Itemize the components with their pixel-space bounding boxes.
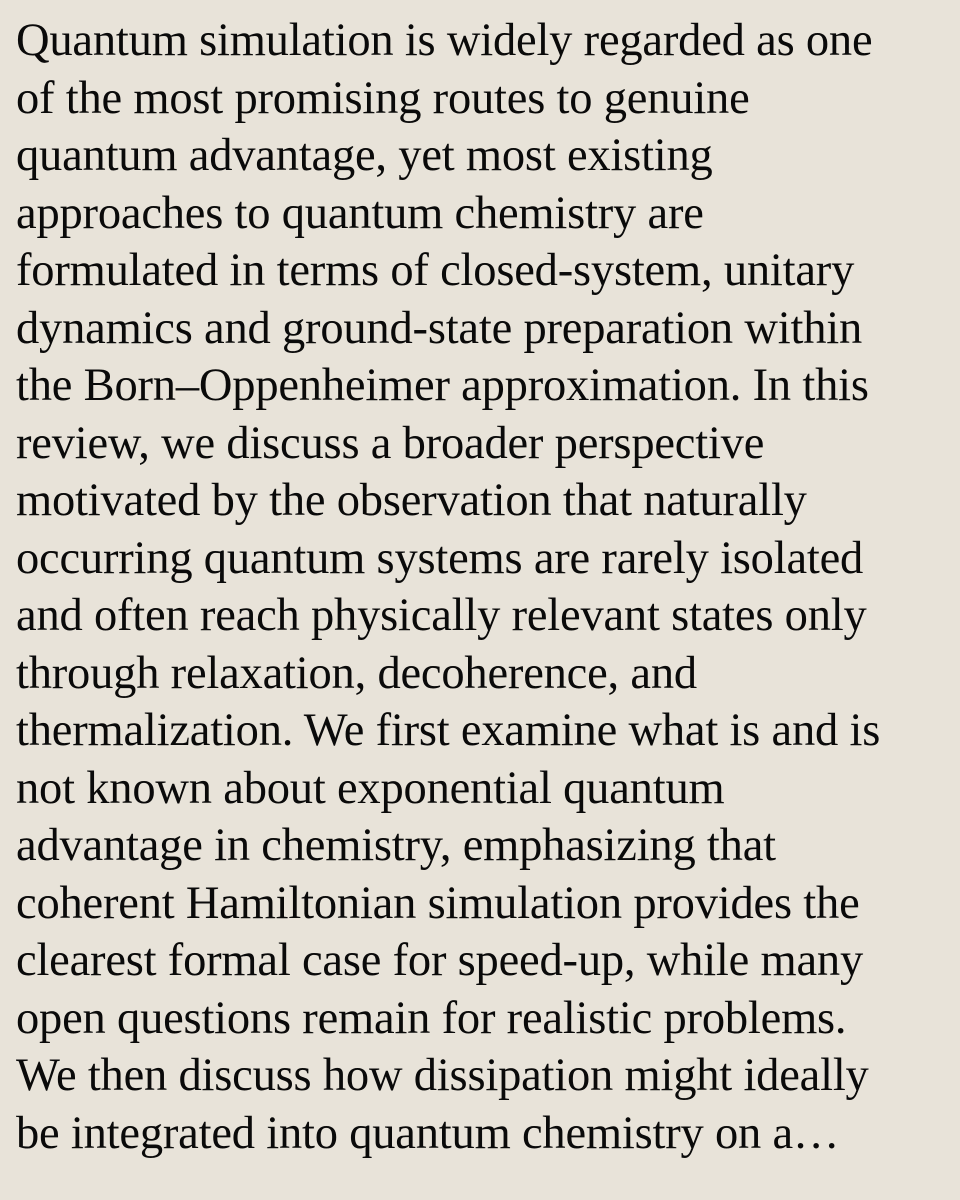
text-line: the Born–Oppenheimer approximation. In this bbox=[16, 360, 869, 411]
text-line: advantage in chemistry, emphasizing that bbox=[16, 820, 776, 871]
text-line: and often reach physically relevant states only bbox=[16, 590, 867, 641]
text-line: clearest formal case for speed-up, while many bbox=[16, 935, 864, 986]
text-line: review, we discuss a broader perspective bbox=[16, 417, 765, 469]
text-line: through relaxation, decoherence, and bbox=[16, 647, 697, 699]
text-line: approaches to quantum chemistry are bbox=[16, 187, 704, 239]
text-line: of the most promising routes to genuine bbox=[16, 72, 750, 124]
text-line: not known about exponential quantum bbox=[16, 762, 725, 814]
text-line: quantum advantage, yet most existing bbox=[16, 130, 713, 181]
text-line: open questions remain for realistic problems. bbox=[16, 992, 847, 1044]
text-line: coherent Hamiltonian simulation provides the bbox=[16, 877, 860, 929]
text-line: formulated in terms of closed-system, unitary bbox=[16, 245, 855, 296]
text-line: Quantum simulation is widely regarded as one bbox=[16, 15, 873, 66]
text-line: thermalization. We first examine what is and is bbox=[16, 705, 881, 756]
text-line: dynamics and ground-state preparation within bbox=[16, 302, 863, 354]
text-line: be integrated into quantum chemistry on a… bbox=[16, 1107, 840, 1159]
text-line: occurring quantum systems are rarely isolated bbox=[16, 532, 864, 584]
abstract-text bbox=[16, 12, 944, 1162]
text-line: motivated by the observation that naturally bbox=[16, 475, 807, 526]
text-line: We then discuss how dissipation might ideally bbox=[16, 1050, 869, 1101]
